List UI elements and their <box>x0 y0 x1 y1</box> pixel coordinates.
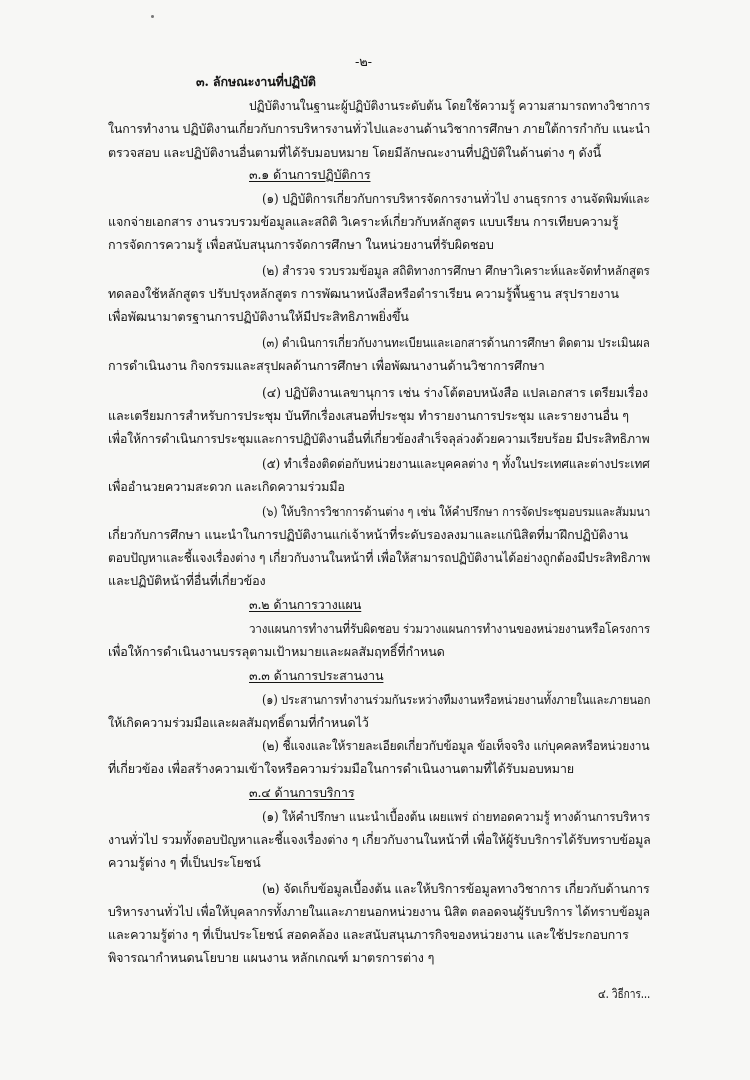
paragraph-line: เพื่อให้การดำเนินงานบรรลุตามเป้าหมายและผลสัมฤทธิ์ที่กำหนด <box>108 644 445 659</box>
intro-line: ในการทำงาน ปฏิบัติงานเกี่ยวกับการบริหารงานทั่วไปและงานด้านวิชาการศึกษา ภายใต้การกำกับ แนะนำ <box>108 121 651 136</box>
paragraph-line: เพื่อพัฒนามาตรฐานการปฏิบัติงานให้มีประสิทธิภาพยิ่งขึ้น <box>108 309 409 324</box>
paragraph-line: ให้เกิดความร่วมมือและผลสัมฤทธิ์ตามที่กำหนดไว้ <box>108 715 369 730</box>
subsection-heading-3-2: ๓.๒ ด้านการวางแผน <box>249 597 362 612</box>
paragraph-line: เพื่ออำนวยความสะดวก และเกิดความร่วมมือ <box>108 479 345 494</box>
paragraph-line: และเตรียมการสำหรับการประชุม บันทึกเรื่องเสนอที่ประชุม ทำรายงานการประชุม และรายงานอื่น ๆ <box>108 408 629 423</box>
page-number: -๒- <box>355 55 372 70</box>
paragraph-line: การจัดการความรู้ เพื่อสนับสนุนการจัดการศึกษา ในหน่วยงานที่รับผิดชอบ <box>108 237 494 252</box>
paragraph-line: วางแผนการทำงานที่รับผิดชอบ ร่วมวางแผนการทำงานของหน่วยงานหรือโครงการ <box>249 621 651 636</box>
paragraph-line: (๑) ให้คำปรึกษา แนะนำเบื้องต้น เผยแพร่ ถ่ายทอดความรู้ ทางด้านการบริหาร <box>262 809 650 824</box>
paragraph-line: เพื่อให้การดำเนินการประชุมและการปฏิบัติงานอื่นที่เกี่ยวข้องสำเร็จลุล่วงด้วยความเรียบร้อย มีประสิทธิภาพ <box>108 431 650 446</box>
section-title: ๓. ลักษณะงานที่ปฏิบัติ <box>196 74 316 89</box>
paragraph-line: และความรู้ต่าง ๆ ที่เป็นประโยชน์ สอดคล้อง และสนับสนุนภารกิจของหน่วยงาน และใช้ประกอบการ <box>108 927 629 942</box>
paragraph-line: บริหารงานทั่วไป เพื่อให้บุคลากรทั้งภายในและภายนอกหน่วยงาน นิสิต ตลอดจนผู้รับบริการ ได้ทราบข้อมูล <box>108 904 650 919</box>
paragraph-line: แจกจ่ายเอกสาร งานรวบรวมข้อมูลและสถิติ วิเคราะห์เกี่ยวกับหลักสูตร แบบเรียน การเทียบความรู้ <box>108 214 619 229</box>
paragraph-line: งานทั่วไป รวมทั้งตอบปัญหาและชี้แจงเรื่องต่าง ๆ เกี่ยวกับงานในหน้าที่ เพื่อให้ผู้รับบริการได้รับทราบข้อมูล <box>108 832 651 847</box>
scan-speck <box>151 15 154 18</box>
paragraph-line: (๖) ให้บริการวิชาการด้านต่าง ๆ เช่น ให้คำปรึกษา การจัดประชุมอบรมและสัมมนา <box>262 504 651 519</box>
paragraph-line: ที่เกี่ยวข้อง เพื่อสร้างความเข้าใจหรือความร่วมมือในการดำเนินงานตามที่ได้รับมอบหมาย <box>108 761 574 776</box>
subsection-heading-3-3: ๓.๓ ด้านการประสานงาน <box>249 668 384 683</box>
subsection-heading-3-4: ๓.๔ ด้านการบริการ <box>249 785 355 800</box>
continuation-note: ๔. วิธีการ... <box>598 986 651 1001</box>
paragraph-line: และปฏิบัติหน้าที่อื่นที่เกี่ยวข้อง <box>108 573 266 588</box>
paragraph-line: (๕) ทำเรื่องติดต่อกับหน่วยงานและบุคคลต่าง ๆ ทั้งในประเทศและต่างประเทศ <box>262 456 650 471</box>
paragraph-line: ตอบปัญหาและชี้แจงเรื่องต่าง ๆ เกี่ยวกับงานในหน้าที่ เพื่อให้สามารถปฏิบัติงานได้อย่างถูกต้องมีประสิทธิภาพ <box>108 550 651 565</box>
paragraph-line: (๒) จัดเก็บข้อมูลเบื้องต้น และให้บริการข้อมูลทางวิชาการ เกี่ยวกับด้านการ <box>262 881 650 896</box>
paragraph-line: (๑) ประสานการทำงานร่วมกันระหว่างทีมงานหรือหน่วยงานทั้งภายในและภายนอก <box>262 692 651 707</box>
paragraph-line: (๓) ดำเนินการเกี่ยวกับงานทะเบียนและเอกสารด้านการศึกษา ติดตาม ประเมินผล <box>262 335 650 350</box>
subsection-heading-3-1: ๓.๑ ด้านการปฏิบัติการ <box>249 167 371 182</box>
paragraph-line: ความรู้ต่าง ๆ ที่เป็นประโยชน์ <box>108 855 261 870</box>
intro-line: ปฏิบัติงานในฐานะผู้ปฏิบัติงานระดับต้น โดยใช้ความรู้ ความสามารถทางวิชาการ <box>249 98 650 113</box>
paragraph-line: พิจารณากำหนดนโยบาย แผนงาน หลักเกณฑ์ มาตรการต่าง ๆ <box>108 950 435 965</box>
intro-line: ตรวจสอบ และปฏิบัติงานอื่นตามที่ได้รับมอบหมาย โดยมีลักษณะงานที่ปฏิบัติในด้านต่าง ๆ ดังนี้ <box>108 145 602 160</box>
paragraph-line: (๒) ชี้แจงและให้รายละเอียดเกี่ยวกับข้อมูล ข้อเท็จจริง แก่บุคคลหรือหน่วยงาน <box>262 738 650 753</box>
paragraph-line: (๒) สำรวจ รวบรวมข้อมูล สถิติทางการศึกษา ศึกษาวิเคราะห์และจัดทำหลักสูตร <box>262 263 650 278</box>
paragraph-line: ทดลองใช้หลักสูตร ปรับปรุงหลักสูตร การพัฒนาหนังสือหรือตำราเรียน ความรู้พื้นฐาน สรุปรายงาน <box>108 286 619 301</box>
paragraph-line: การดำเนินงาน กิจกรรมและสรุปผลด้านการศึกษา เพื่อพัฒนางานด้านวิชาการศึกษา <box>108 358 545 373</box>
paragraph-line: เกี่ยวกับการศึกษา แนะนำในการปฏิบัติงานแก่เจ้าหน้าที่ระดับรองลงมาและแก่นิสิตที่มาฝึกปฏิบัติงาน <box>108 527 628 542</box>
paragraph-line: (๑) ปฏิบัติการเกี่ยวกับการบริหารจัดการงานทั่วไป งานธุรการ งานจัดพิมพ์และ <box>262 191 650 206</box>
paragraph-line: (๔) ปฏิบัติงานเลขานุการ เช่น ร่างโต้ตอบหนังสือ แปลเอกสาร เตรียมเรื่อง <box>262 385 649 400</box>
